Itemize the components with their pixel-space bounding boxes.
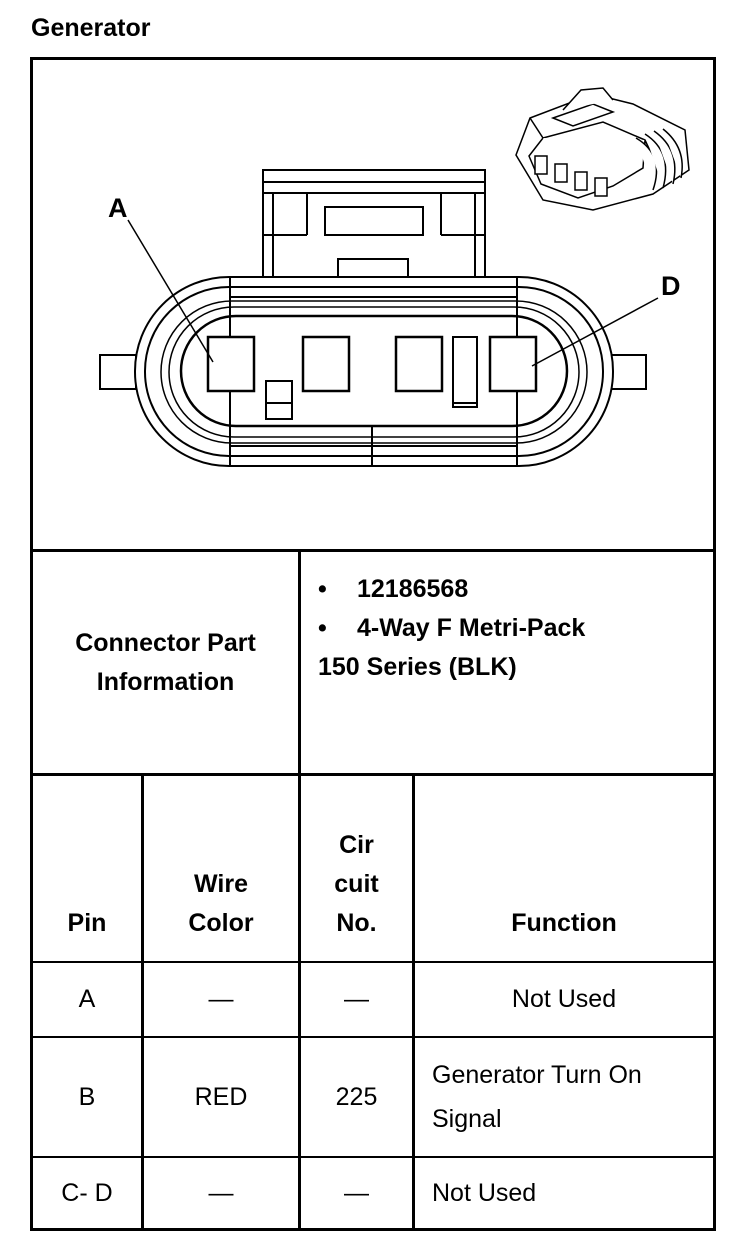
header-pin: Pin — [67, 909, 107, 937]
table-row-wire-color: — — [208, 1178, 234, 1207]
connector-type-item: • 4-Way F Metri-Pack — [318, 609, 585, 648]
table-row-wire-color: — — [208, 985, 234, 1013]
table-row-circuit: 225 — [335, 1082, 378, 1111]
table-row-function: Generator Turn On Signal — [432, 1061, 642, 1133]
table-row-circuit: — — [344, 1178, 369, 1207]
table-row-function: Not Used — [511, 985, 617, 1013]
header-wire-color: Wire Color — [188, 870, 254, 937]
pin-label-d: D — [661, 271, 681, 301]
table-row-wire-color: RED — [194, 1082, 248, 1111]
table-row-pin: B — [78, 1082, 96, 1111]
pin-label-a: A — [108, 193, 128, 223]
page-title: Generator — [31, 14, 151, 42]
bullet-icon: • — [318, 614, 327, 642]
part-number-item: • 12186568 — [318, 570, 585, 609]
table-row-pin: C- D — [61, 1178, 113, 1207]
connector-series: 150 Series (BLK) — [318, 653, 517, 681]
table-row-pin: A — [78, 985, 96, 1013]
header-circuit-no: Cir cuit No. — [334, 831, 379, 937]
divider-info-col — [298, 552, 301, 773]
header-function: Function — [511, 909, 617, 937]
connector-diagram — [33, 60, 713, 550]
bullet-icon: • — [318, 575, 327, 603]
table-row-function: Not Used — [432, 1179, 537, 1207]
table-row-circuit: — — [344, 985, 369, 1013]
connector-info-label: Connector Part Information — [75, 629, 256, 696]
connector-part-list — [318, 570, 585, 687]
